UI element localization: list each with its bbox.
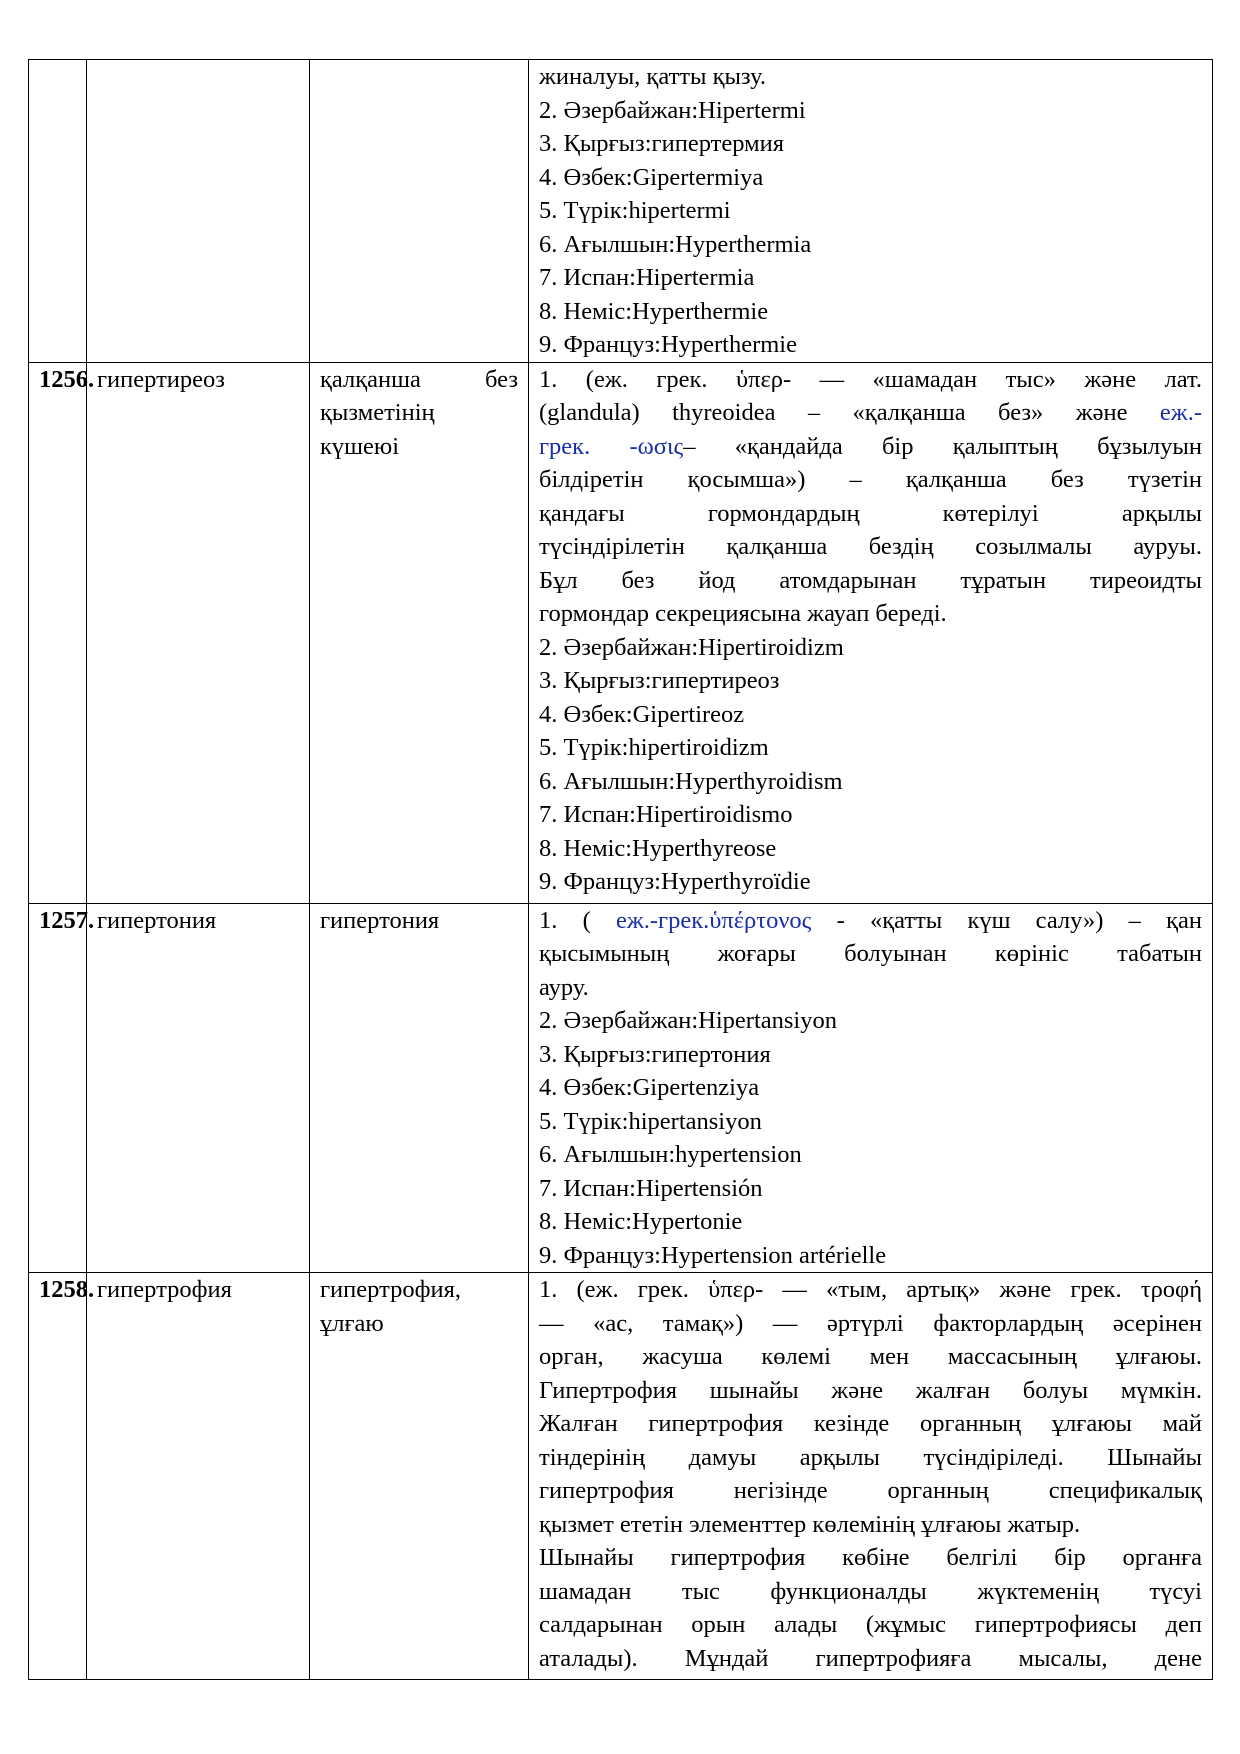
kazakh-line: гипертония [320, 906, 440, 934]
translation-line: 2. Әзербайжан:Hipertansiyon [539, 1007, 837, 1034]
definition-line: қысымының жоғары болуынан көрініс табатын [539, 940, 1202, 967]
translation-line: 3. Қырғыз:гипертермия [539, 130, 784, 157]
definition-line: 1. (еж. грек. ὑπερ- — «шамадан тыс» және лат. [539, 365, 1202, 393]
kazakh-line: қалқанша без [320, 365, 518, 393]
entry-kazakh [310, 1273, 529, 1680]
definition-line: шамадан тыс функционалды жүктеменің түсуі [539, 1577, 1202, 1605]
kazakh-line: гипертрофия, [320, 1276, 461, 1303]
definition-text: - «қатты күш салу») – қан [811, 906, 1202, 934]
definition-line: орган, жасуша көлемі мен массасының ұлғаюы. [539, 1343, 1202, 1370]
table-row [29, 903, 1213, 1273]
definition-line: 1. (еж. грек. ὑπερ- — «тым, артық» және грек. τροφή [539, 1276, 1202, 1303]
definition-line: Жалған гипертрофия кезінде органның ұлғаюы май [539, 1410, 1202, 1437]
entry-number: 1256. [29, 362, 87, 903]
definition-line: салдарынан орын алады (жұмыс гипертрофиясы деп [539, 1611, 1202, 1638]
entry-definition [529, 362, 1213, 903]
translation-line: 6. Ағылшын:Hyperthyroidism [539, 767, 843, 795]
definition-line: Бұл без йод атомдарынан тұратын тиреоидты [539, 566, 1202, 594]
definition-text: 1. ( [539, 906, 616, 934]
entry-term: гипертония [87, 903, 310, 1273]
translation-line: 2. Әзербайжан:Hipertermi [539, 96, 806, 124]
kazakh-line: күшеюі [320, 432, 400, 460]
translation-line: 4. Өзбек:Gipertermiya [539, 163, 764, 191]
kazakh-line: ұлғаю [320, 1309, 384, 1337]
definition-line: білдіретін қосымша») – қалқанша без түзетін [539, 466, 1202, 493]
translation-line: 6. Ағылшын:hypertension [539, 1141, 802, 1168]
entry-number: 1258. [29, 1273, 87, 1680]
entry-kazakh [310, 903, 529, 1273]
table-row [29, 1273, 1213, 1680]
translation-line: 2. Әзербайжан:Hipertiroidizm [539, 633, 844, 661]
translation-line: 7. Испан:Hipertermia [539, 264, 755, 291]
translation-line: 8. Неміс:Hypertonie [539, 1208, 743, 1235]
definition-line: тіндерінің дамуы арқылы түсіндіріледі. Шынайы [539, 1443, 1202, 1471]
translation-line: 9. Француз:Hyperthermie [539, 331, 797, 358]
entry-kazakh [310, 362, 529, 903]
entry-term: гипертиреоз [87, 362, 310, 903]
definition-line: қызмет ететін элементтер көлемінің ұлғаюы жатыр. [539, 1510, 1081, 1538]
table-row [29, 362, 1213, 903]
translation-line: 3. Қырғыз:гипертония [539, 1040, 771, 1068]
translation-line: 5. Түрік:hipertansiyon [539, 1107, 762, 1135]
definition-link-text: еж.-грек.ὑπέρτονος [615, 906, 812, 934]
translation-line: 4. Өзбек:Gipertenziya [539, 1074, 760, 1101]
definition-line: Шынайы гипертрофия көбіне белгілі бір органға [539, 1544, 1202, 1571]
translation-line: 3. Қырғыз:гипертиреоз [539, 667, 780, 694]
translation-line: 4. Өзбек:Gipertireoz [539, 700, 745, 728]
kazakh-line: қызметінің [320, 399, 435, 426]
entry-definition [529, 1273, 1213, 1680]
definition-line: түсіндірілетін қалқанша бездің созылмалы ауруы. [539, 533, 1202, 560]
definition-line [539, 430, 1202, 464]
entry-number [29, 60, 87, 363]
definition-line: аталады). Мұндай гипертрофияға мысалы, дене [539, 1644, 1202, 1672]
entry-term [87, 60, 310, 363]
definition-line: ауру. [539, 973, 589, 1001]
dictionary-table [28, 59, 1213, 1680]
definition-link-text: грек. -ωσις [539, 432, 684, 460]
translation-line: 5. Түрік:hipertiroidizm [539, 734, 769, 761]
translation-line: 6. Ағылшын:Hyperthermia [539, 230, 812, 258]
translation-line: 7. Испан:Hipertiroidismo [539, 801, 793, 828]
translation-line: 5. Түрік:hipertermi [539, 197, 731, 224]
definition-line [539, 396, 1202, 430]
definition-line [539, 904, 1202, 938]
definition-line: Гипертрофия шынайы және жалған болуы мүмкін. [539, 1376, 1202, 1404]
definition-line: қандағы гормондардың көтерілуі арқылы [539, 499, 1202, 527]
entry-term: гипертрофия [87, 1273, 310, 1680]
definition-text: (glandula) thyreoidea – «қалқанша без» және [539, 399, 1160, 426]
translation-line: 8. Неміс:Hyperthermie [539, 297, 769, 325]
definition-text: – «қандайда бір қалыптың бұзылуын [683, 432, 1202, 460]
translation-line: 8. Неміс:Hyperthyreose [539, 834, 777, 862]
translation-line: 9. Француз:Hypertension artérielle [539, 1241, 887, 1269]
definition-line: — «ас, тамақ») — әртүрлі факторлардың әсерінен [539, 1309, 1202, 1337]
definition-line: гормондар секрециясына жауап береді. [539, 600, 947, 627]
entry-number: 1257. [29, 903, 87, 1273]
entry-kazakh [310, 60, 529, 363]
definition-link-text: еж.- [1159, 399, 1202, 426]
table-row [29, 60, 1213, 363]
definition-line: гипертрофия негізінде органның спецификалық [539, 1477, 1202, 1504]
definition-line: жиналуы, қатты қызу. [539, 63, 767, 90]
entry-definition [529, 903, 1213, 1273]
translation-line: 9. Француз:Hyperthyroïdie [539, 868, 811, 895]
entry-definition [529, 60, 1213, 363]
translation-line: 7. Испан:Hipertensión [539, 1174, 763, 1202]
